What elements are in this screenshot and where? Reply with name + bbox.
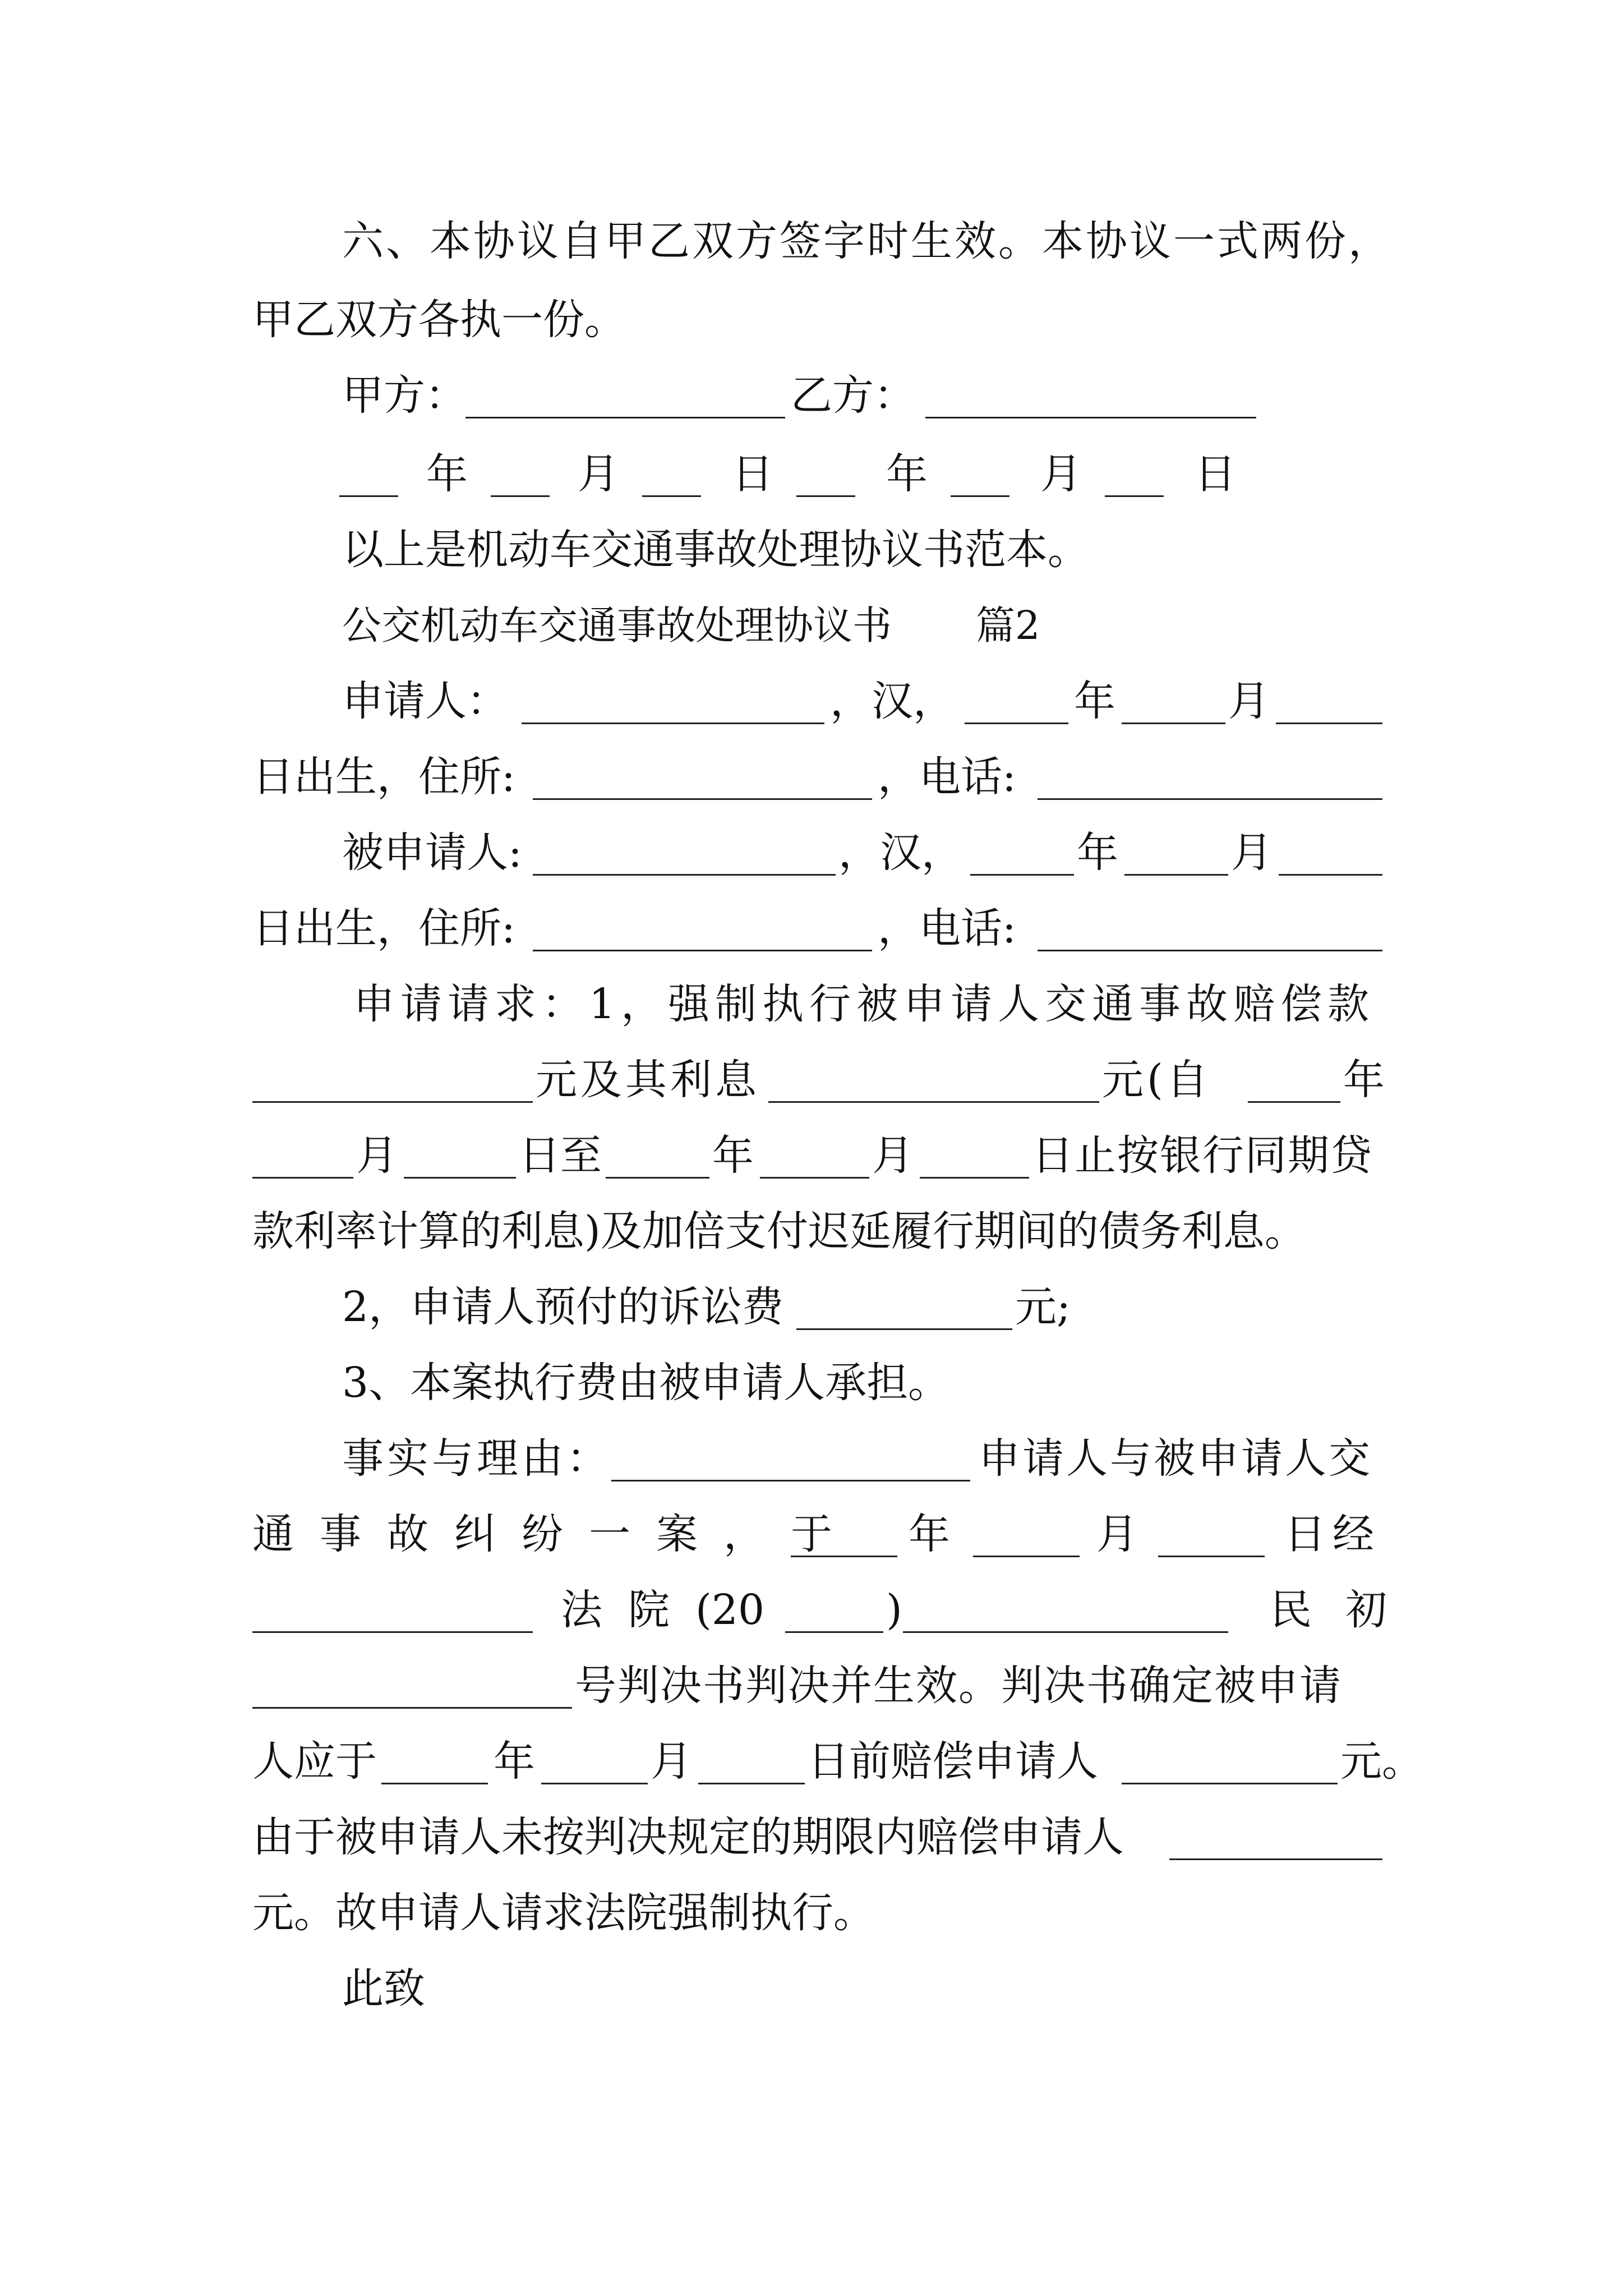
due-year-label: 年 — [494, 1737, 535, 1786]
to-day-blank — [920, 1177, 1029, 1179]
party-b-label: 乙方： — [791, 371, 915, 420]
date-blank — [1105, 495, 1164, 497]
ethnicity-text: ，汉， — [838, 829, 963, 877]
from-month-blank — [252, 1177, 353, 1179]
line-dispute — [0, 1506, 1623, 1562]
birth-day-blank — [1279, 874, 1382, 876]
bank-rate-text: 日止按银行同期贷 — [1032, 1131, 1373, 1180]
dispute-text: 通事故纠纷一案，于 — [252, 1510, 858, 1558]
line-failure — [0, 1809, 1623, 1865]
phone-label: ，电话: — [878, 753, 1016, 801]
clause-six-cont-text: 甲乙双方各执一份。 — [252, 296, 626, 344]
due-month-label: 月 — [651, 1737, 692, 1786]
birth-day-blank — [1276, 723, 1382, 724]
date-blank — [951, 495, 1009, 497]
litigation-fee-blank — [796, 1328, 1012, 1330]
case-number-blank — [903, 1631, 1228, 1633]
date-month: 月 — [578, 450, 619, 498]
date-day: 日 — [732, 450, 773, 498]
party-a-blank — [465, 417, 785, 418]
line-request-three — [0, 1355, 1623, 1411]
from-label: 元(自 — [1102, 1056, 1211, 1104]
judgment-year-blank — [791, 1556, 897, 1557]
party-a-label: 甲方： — [342, 371, 467, 420]
clause-six-text: 六、本协议自甲乙双方签字时生效。本协议一式两份， — [342, 217, 1392, 265]
until-label: 日至 — [519, 1131, 602, 1180]
applicant-label: 申请人： — [342, 677, 508, 725]
date-blank — [796, 495, 855, 497]
date-month: 月 — [1040, 450, 1082, 498]
phone-label: ，电话: — [878, 904, 1016, 953]
line-facts — [0, 1430, 1623, 1487]
amount-blank — [1122, 1783, 1338, 1784]
birth-address-label: 日出生，住所: — [252, 904, 515, 953]
address-blank — [533, 950, 872, 951]
case-year-blank — [785, 1631, 883, 1633]
line-respondent-address — [0, 900, 1623, 956]
date-blank — [339, 495, 398, 497]
date-year: 年 — [426, 450, 468, 498]
line-section-heading — [0, 597, 1623, 654]
line-signatures — [0, 367, 1623, 424]
from-month-label: 月 — [356, 1131, 398, 1180]
line-closing — [0, 1961, 1623, 2017]
line-judgment — [0, 1658, 1623, 1714]
respondent-name-blank — [533, 874, 836, 876]
court-label: 法院 — [561, 1586, 695, 1634]
address-blank — [533, 798, 872, 800]
civil-first-label: 民初 — [1270, 1586, 1421, 1634]
section-number: 篇2 — [976, 602, 1040, 648]
facts-text: 申请人与被申请人交 — [979, 1434, 1372, 1483]
birth-month-blank — [1122, 723, 1225, 724]
judgment-day-text: 日经 — [1284, 1510, 1381, 1558]
interest-label: 元及其利息 — [536, 1056, 760, 1104]
court-name-blank — [252, 1631, 533, 1633]
line-clause-six — [0, 213, 1623, 269]
birth-year-blank — [970, 874, 1074, 876]
from-year-blank — [1248, 1101, 1340, 1103]
request-two-text: 2，申请人预付的诉讼费 — [342, 1283, 784, 1331]
birth-year-label: 年 — [1077, 829, 1118, 877]
phone-blank — [1038, 798, 1382, 800]
to-year-label: 年 — [712, 1131, 754, 1180]
date-year: 年 — [886, 450, 928, 498]
judgment-day-blank — [1158, 1556, 1265, 1557]
birth-month-label: 月 — [1228, 677, 1270, 725]
line-deadline — [0, 1733, 1623, 1789]
judgment-month-blank — [973, 1556, 1080, 1557]
case-year-close: ) — [886, 1586, 902, 1634]
judgment-month-label: 月 — [1096, 1510, 1138, 1558]
birth-address-label: 日出生，住所: — [252, 753, 515, 801]
line-request-one-cont — [0, 1203, 1623, 1259]
respondent-label: 被申请人: — [342, 829, 522, 877]
yuan-label: 元; — [1015, 1283, 1071, 1331]
summary-text: 以上是机动车交通事故处理协议书范本。 — [342, 526, 1089, 574]
due-label: 人应于 — [252, 1737, 377, 1786]
from-day-blank — [404, 1177, 516, 1179]
line-respondent — [0, 825, 1623, 881]
line-clause-six-cont — [0, 292, 1623, 348]
date-day: 日 — [1195, 450, 1236, 498]
yuan-label: 元。 — [1340, 1737, 1423, 1786]
due-year-blank — [381, 1783, 488, 1784]
date-blank — [491, 495, 550, 497]
compensation-blank — [252, 1101, 533, 1103]
judgment-text: 号判决书判决并生效。判决书确定被申请 — [575, 1662, 1342, 1710]
birth-year-label: 年 — [1074, 677, 1115, 725]
line-request-one-dates — [0, 1128, 1623, 1184]
line-enforcement — [0, 1885, 1623, 1941]
phone-blank — [1038, 950, 1382, 951]
section-heading: 公交机动车交通事故处理协议书 — [342, 602, 892, 648]
line-summary — [0, 522, 1623, 578]
interest-blank — [768, 1101, 1099, 1103]
pay-text: 日前赔偿申请人 — [808, 1737, 1098, 1786]
birth-month-blank — [1124, 874, 1228, 876]
birth-month-label: 月 — [1231, 829, 1272, 877]
facts-blank — [611, 1480, 970, 1481]
to-year-blank — [606, 1177, 709, 1179]
to-month-blank — [760, 1177, 869, 1179]
to-month-label: 月 — [872, 1131, 914, 1180]
line-request-two — [0, 1279, 1623, 1335]
case-year-prefix: (20 — [695, 1586, 765, 1634]
closing-text: 此致 — [342, 1964, 425, 2013]
request-one-cont-text: 款利率计算的利息)及加倍支付迟延履行期间的债务利息。 — [252, 1207, 1306, 1255]
line-applicant — [0, 673, 1623, 729]
judgment-number-blank — [252, 1707, 572, 1709]
failure-text: 由于被申请人未按判决规定的期限内赔偿申请人 — [252, 1813, 1124, 1861]
unpaid-amount-blank — [1169, 1858, 1382, 1860]
line-request-one — [0, 976, 1623, 1032]
applicant-name-blank — [522, 723, 824, 724]
due-day-blank — [698, 1783, 805, 1784]
party-b-blank — [925, 417, 1256, 418]
from-year-label: 年 — [1343, 1056, 1385, 1104]
request-three-text: 3、本案执行费由被申请人承担。 — [342, 1359, 950, 1407]
judgment-year-label: 年 — [909, 1510, 950, 1558]
due-month-blank — [541, 1783, 648, 1784]
ethnicity-text: ，汉， — [830, 677, 955, 725]
line-court — [0, 1582, 1623, 1638]
birth-year-blank — [965, 723, 1068, 724]
line-request-one-amounts — [0, 1052, 1623, 1108]
enforcement-text: 元。故申请人请求法院强制执行。 — [252, 1889, 875, 1937]
facts-label: 事实与理由： — [342, 1434, 611, 1483]
line-dates — [0, 446, 1623, 502]
date-blank — [642, 495, 701, 497]
request-one-text: 申请请求：1，强制执行被申请人交通事故赔偿款 — [353, 980, 1375, 1028]
line-applicant-address — [0, 749, 1623, 805]
